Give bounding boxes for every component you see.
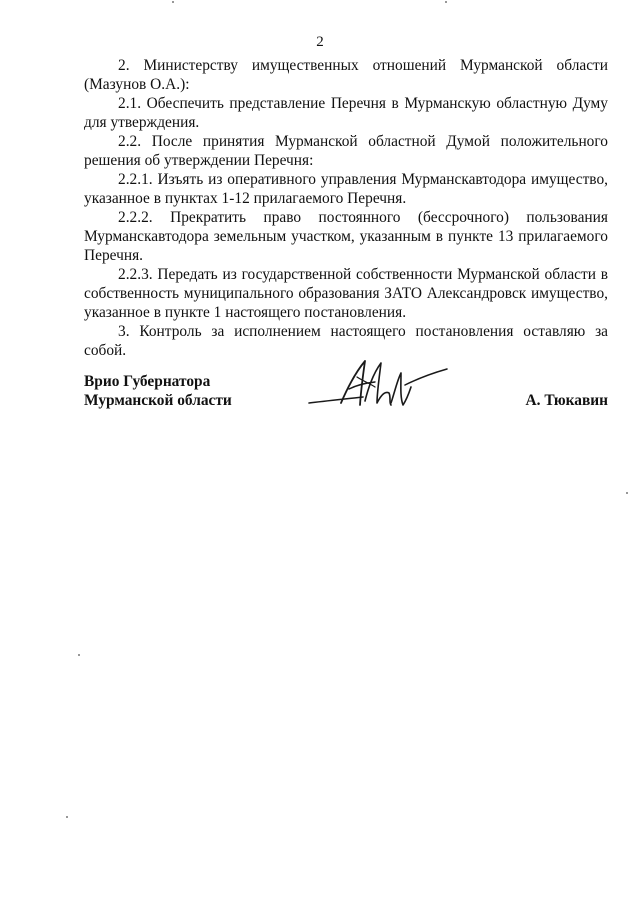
scan-speck — [66, 816, 68, 818]
page-number: 2 — [316, 34, 324, 50]
paragraph-2: 2. Министерству имущественных отношений Мурманской области (Мазунов О.А.): — [84, 57, 608, 93]
handwritten-signature-icon — [305, 355, 455, 415]
paragraph-2-2-1: 2.2.1. Изъять из оперативного управления Мурманскавтодора имущество, указанное в пунктах 1-12 прилагаемого Перечня. — [84, 171, 608, 207]
scan-speck — [172, 1, 174, 3]
scan-speck — [78, 654, 80, 656]
paragraph-3: 3. Контроль за исполнением настоящего постановления оставляю за собой. — [84, 323, 608, 359]
scan-speck — [626, 492, 628, 494]
signatory-title-line-2: Мурманской области — [84, 392, 232, 409]
document-body — [84, 56, 608, 360]
paragraph-2-1: 2.1. Обеспечить представление Перечня в Мурманскую областную Думу для утверждения. — [84, 95, 608, 131]
signatory-title — [84, 372, 232, 410]
scan-speck — [445, 1, 447, 3]
paragraph-2-2-3: 2.2.3. Передать из государственной собственности Мурманской области в собственность муниципального образования ЗАТО Александровск имущество, указанное в пункте 1 настоящего постановления. — [84, 266, 608, 321]
signatory-title-line-1: Врио Губернатора — [84, 373, 211, 390]
paragraph-2-2: 2.2. После принятия Мурманской областной Думой положительного решения об утверждении Перечня: — [84, 133, 608, 169]
paragraph-2-2-2: 2.2.2. Прекратить право постоянного (бессрочного) пользования Мурманскавтодора земельным участком, указанным в пункте 13 прилагаемого Перечня. — [84, 209, 608, 264]
signatory-name: А. Тюкавин — [525, 392, 608, 409]
